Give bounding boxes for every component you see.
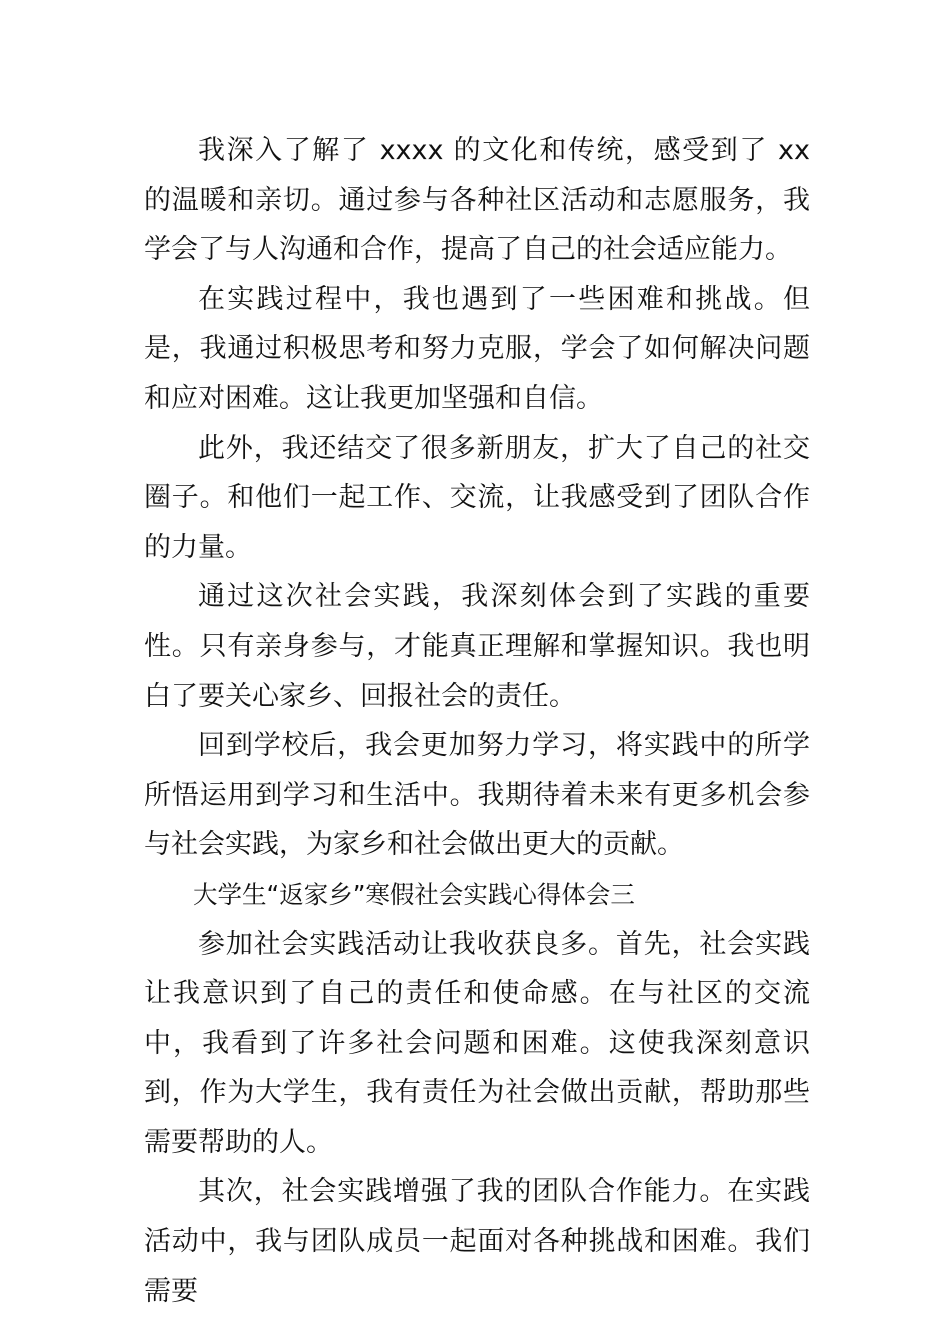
- section-heading: 大学生“返家乡”寒假社会实践心得体会三: [193, 879, 635, 909]
- paragraph: 其次，社会实践增强了我的团队合作能力。在实践活动中，我与团队成员一起面对各种挑战和困难。我们需要: [144, 1176, 810, 1307]
- paragraph: 回到学校后，我会更加努力学习，将实践中的所学所悟运用到学习和生活中。我期待着未来有更多机会参与社会实践，为家乡和社会做出更大的贡献。: [144, 730, 810, 861]
- paragraph: 在实践过程中，我也遇到了一些困难和挑战。但是，我通过积极思考和努力克服，学会了如何解决问题和应对困难。这让我更加坚强和自信。: [144, 283, 810, 414]
- paragraph: 我深入了解了 xxxx 的文化和传统，感受到了 xx 的温暖和亲切。通过参与各种社区活动和志愿服务，我学会了与人沟通和合作，提高了自己的社会适应能力。: [144, 135, 810, 266]
- paragraph: 参加社会实践活动让我收获良多。首先，社会实践让我意识到了自己的责任和使命感。在与社区的交流中，我看到了许多社会问题和困难。这使我深刻意识到，作为大学生，我有责任为社会做出贡献，帮助那些需要帮助的人。: [144, 928, 810, 1158]
- paragraph: 此外，我还结交了很多新朋友，扩大了自己的社交圈子。和他们一起工作、交流，让我感受到了团队合作的力量。: [144, 432, 810, 563]
- paragraph: 通过这次社会实践，我深刻体会到了实践的重要性。只有亲身参与，才能真正理解和掌握知识。我也明白了要关心家乡、回报社会的责任。: [144, 581, 810, 712]
- document-body: [144, 126, 810, 1316]
